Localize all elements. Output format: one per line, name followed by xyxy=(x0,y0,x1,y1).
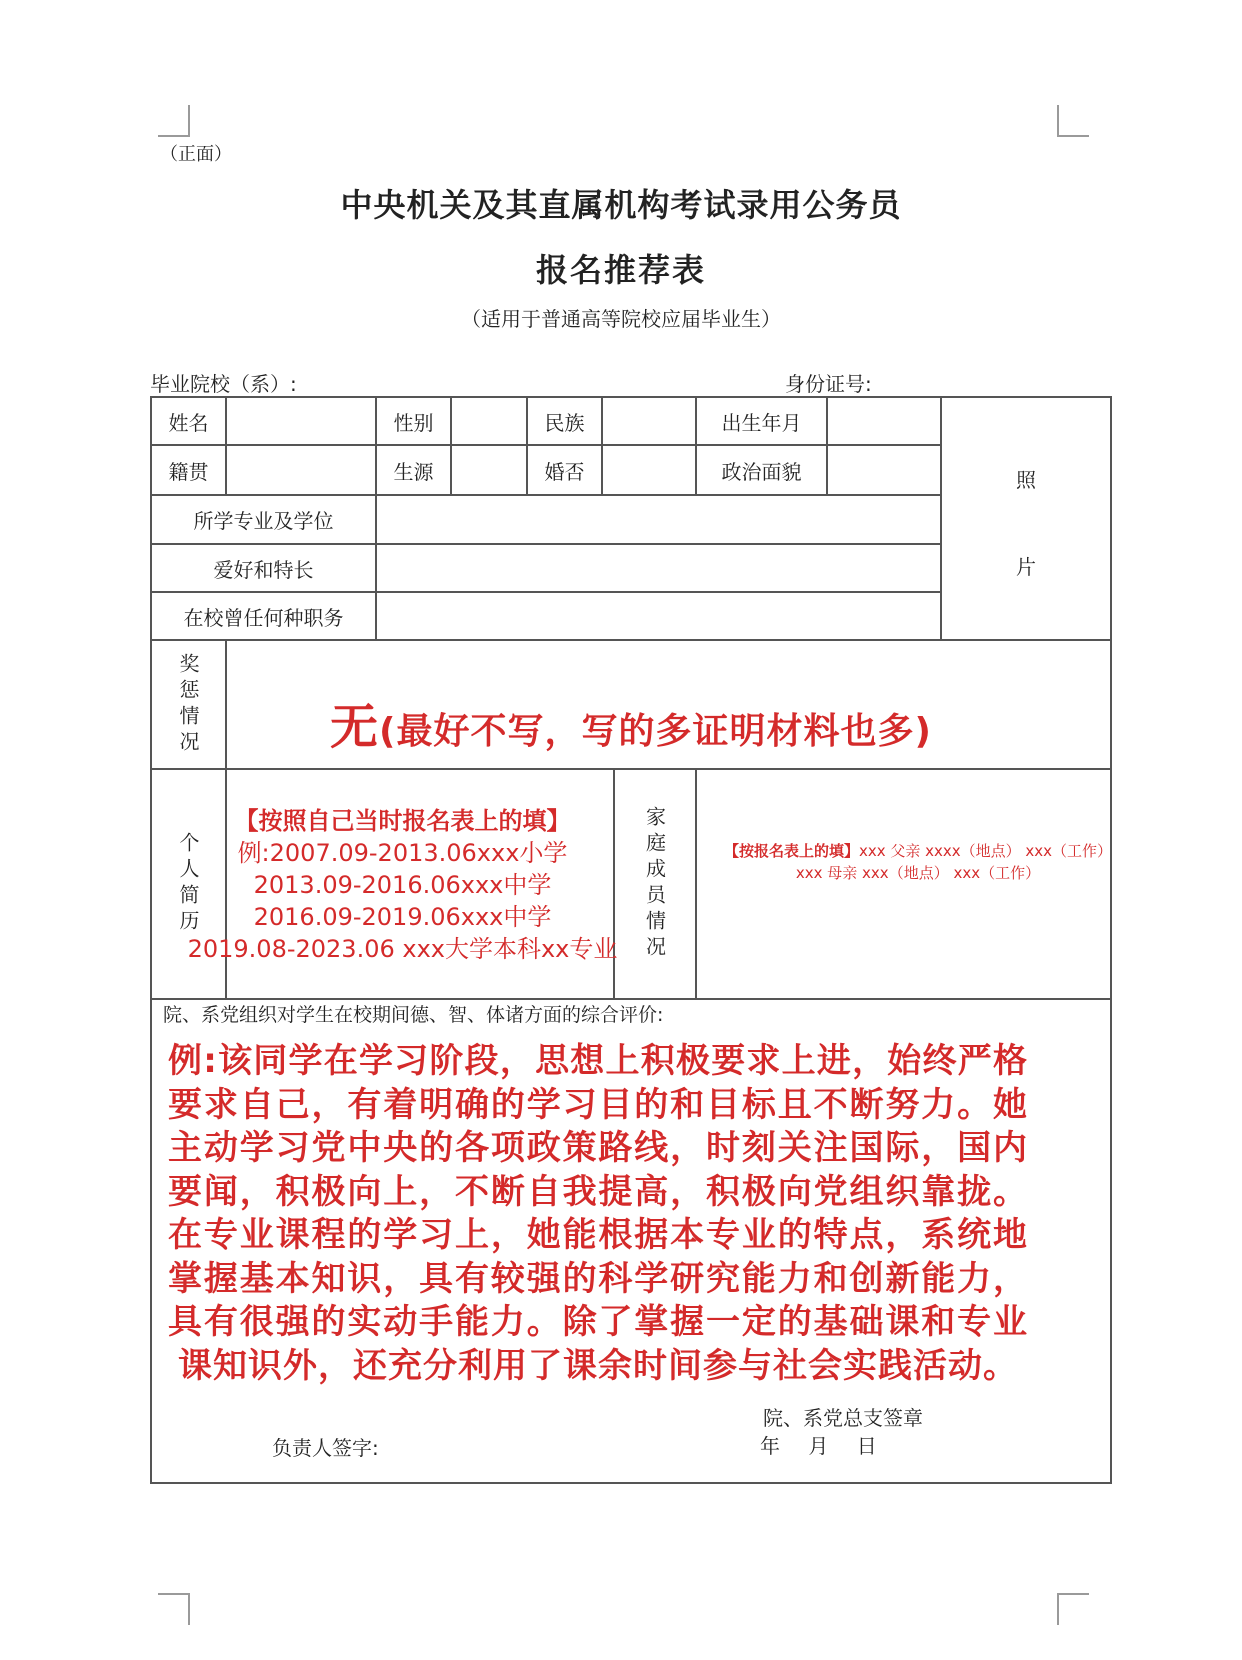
photo-label-char1: 照 xyxy=(1016,467,1036,492)
family-line-father: xxx 父亲 xxxx（地点） xxx（工作） xyxy=(858,842,1113,860)
student-source-label: 生源 xyxy=(393,459,434,484)
form-scope-note: （适用于普通高等院校应届毕业生） xyxy=(461,307,781,331)
gender-label: 性别 xyxy=(393,410,434,435)
crop-mark-top-right xyxy=(1057,105,1089,137)
family-line-mother: xxx 母亲 xxx（地点） xxx（工作） xyxy=(795,864,1041,882)
major-degree-label: 所学专业及学位 xyxy=(193,509,334,533)
resume-line: 例:2007.09-2013.06xxx小学 xyxy=(237,839,568,867)
row-divider xyxy=(150,639,1112,641)
col-divider xyxy=(826,396,828,494)
hobbies-label: 爱好和特长 xyxy=(213,557,314,582)
crop-mark-top-left xyxy=(158,105,190,137)
awards-none-text: 无 xyxy=(330,699,380,755)
col-divider xyxy=(450,396,452,494)
signature-label: 负责人签字: xyxy=(272,1436,379,1460)
date-label: 年 月 日 xyxy=(760,1434,877,1458)
birth-date-label: 出生年月 xyxy=(721,410,802,435)
table-border-bottom xyxy=(150,1482,1112,1484)
table-border-right xyxy=(1110,396,1112,1484)
form-title: 中央机关及其直属机构考试录用公务员 xyxy=(340,186,902,224)
awards-annotation xyxy=(330,688,932,757)
resume-annotation xyxy=(170,805,635,965)
family-label: 家庭成员情况 xyxy=(642,806,667,962)
front-side-label: （正面） xyxy=(160,144,232,165)
awards-note-text: (最好不写，写的多证明材料也多) xyxy=(379,711,932,752)
resume-line: 2016.09-2019.06xxx中学 xyxy=(253,903,552,931)
photo-label-char2: 片 xyxy=(1016,554,1036,579)
table-border-top xyxy=(150,396,1112,398)
resume-instruction: 【按照自己当时报名表上的填】 xyxy=(234,807,571,835)
resume-line: 2013.09-2016.06xxx中学 xyxy=(253,871,552,899)
evaluation-annotation: 例:该同学在学习阶段，思想上积极要求上进，始终严格要求自己，有着明确的学习目的和目标且不断努力。她主动学习党中央的各项政策路线，时刻关注国际，国内要闻，积极向上，不断自我提高，积极向党组织靠拢。在专业课程的学习上，她能根据本专业的特点，系统地掌握基本知识，具有较强的科学研究能力和创新能力，具有很强的实动手能力。除了掌握一定的基础课和专业课知识外，还充分利用了课余时间参与社会实践活动。 xyxy=(168,1041,1028,1386)
resume-line: 2019.08-2023.06 xxx大学本科xx专业 xyxy=(187,935,618,963)
form-subtitle-title: 报名推荐表 xyxy=(535,251,706,289)
crop-mark-bottom-left xyxy=(158,1593,190,1625)
evaluation-label: 院、系党组织对学生在校期间德、智、体诸方面的综合评价: xyxy=(163,1004,664,1026)
photo-divider xyxy=(940,396,942,639)
campus-position-label: 在校曾任何种职务 xyxy=(183,605,344,630)
col-divider xyxy=(601,396,603,494)
native-place-label: 籍贯 xyxy=(168,459,209,484)
ethnicity-label: 民族 xyxy=(544,410,585,435)
id-number-label: 身份证号: xyxy=(785,372,872,396)
family-annotation xyxy=(688,840,1148,884)
awards-label: 奖惩情况 xyxy=(176,652,200,757)
name-label: 姓名 xyxy=(168,410,209,435)
crop-mark-bottom-right xyxy=(1057,1593,1089,1625)
party-seal-label: 院、系党总支签章 xyxy=(763,1406,923,1430)
family-instruction: 【按报名表上的填】 xyxy=(723,842,859,860)
resume-label: 个人简历 xyxy=(176,832,200,936)
col-divider xyxy=(225,396,227,494)
school-label: 毕业院校（系）: xyxy=(150,372,297,396)
political-status-label: 政治面貌 xyxy=(721,459,802,484)
marital-status-label: 婚否 xyxy=(544,459,585,484)
